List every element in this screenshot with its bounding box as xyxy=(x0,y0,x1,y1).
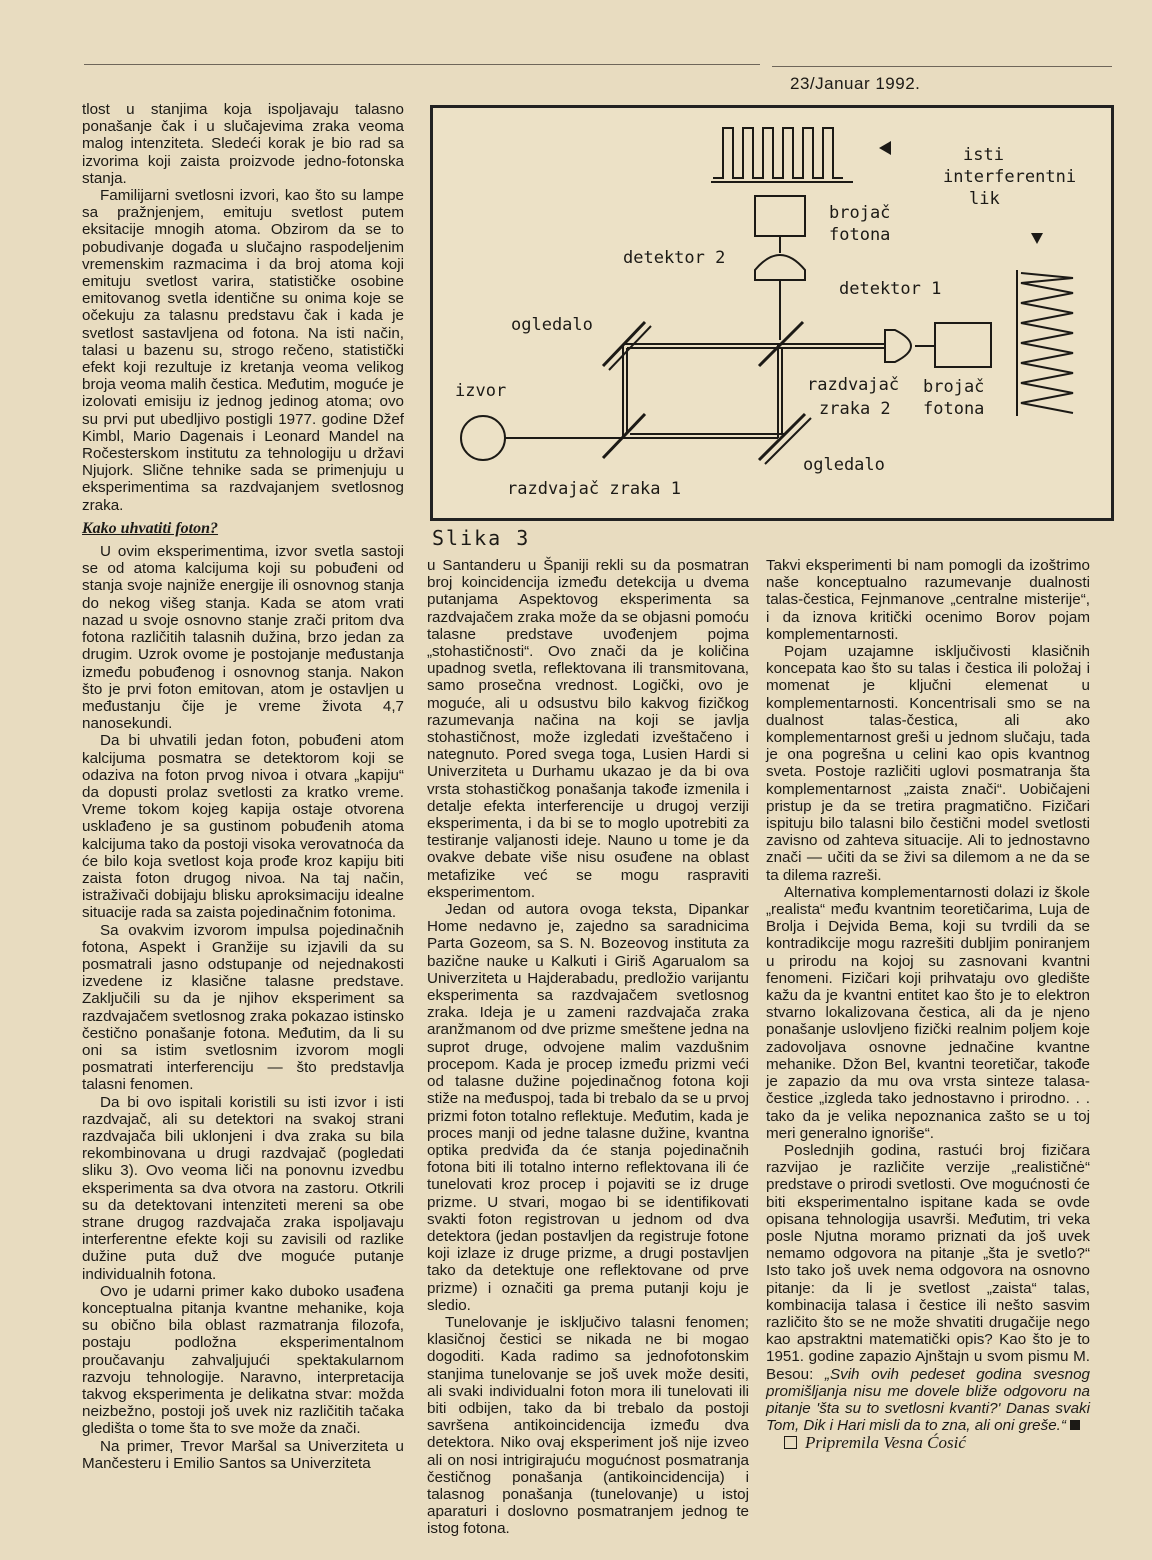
label-isti: isti xyxy=(963,145,1004,165)
label-source: izvor xyxy=(455,381,507,401)
col1-paragraph-6: Da bi ovo ispitali koristili su isti izvor i isti razdvajač, ali su detektori na svakoj strani razdvajača bili uklonjeni i dva zraka su bila rekombinovana u drugi razdvajač (pogledati sliku 3). Ovo veoma liči na ponovnu izvedbu eksperimenta sa dva otvora na zastoru. Otkrili su da detektovani intenziteti mereni sa obe strane drugog razdvajača zraka ispoljavaju interferentne efekte koji su zavisili od razlike dužine puta duž dve moguće putanje individualnih fotona. xyxy=(82,1093,404,1283)
detector-2 xyxy=(755,255,805,280)
col2-paragraph-1: u Santanderu u Španiji rekli su da posmatran broj koincidencija između detekcija u dvema putanjama Aspektovog eksperimenta sa razdvajačem zraka može da se objasni pomoću talasne predstave uvođenjem pojma „stohastičnosti“. Ovo znači da je količina upadnog svetla, reflektovana ili transmitovana, samo prosečna vrednost. Logički, ovo je moguće, ali u odsustvu bilo kakvog fizičkog razumevanja načina na koji se javlja stohastičnost, može izgledati izveštačeno i nategnuto. Pored svega toga, Lusien Hardi si Univerziteta u Durhamu ukazao je da bi ova vrsta stohastičkog ponašanja takođe izmenila i detalje efekta interferencije u drugoj verziji eksperimenta, i da bi se to moglo upotrebiti za testiranje valjanosti ideje. Nauno u tome je da ovakve debate više nisu osuđene na oblast metafizike već se mogu raspraviti eksperimentom. xyxy=(427,557,749,901)
arrow-down-icon xyxy=(1031,233,1043,244)
col1-paragraph-8: Na primer, Trevor Maršal sa Univerziteta u Mančesteru i Emilio Santos sa Univerziteta xyxy=(82,1437,404,1472)
end-mark-icon xyxy=(1070,1420,1080,1430)
label-splitter-1: razdvajač zraka 1 xyxy=(507,479,681,499)
figure-caption: Slika 3 xyxy=(432,526,531,550)
interference-wave-top xyxy=(713,128,843,178)
col1-paragraph-1: tlost u stanjima koja ispoljavaju talasno ponašanje čak i u slučajevima zraka veoma malog intenziteta. Sledeći korak je bio rad sa izvorima koji zaista proizvode jedno-fotonska stanja. xyxy=(82,101,404,187)
label-detector-1: detektor 1 xyxy=(839,279,942,299)
light-source xyxy=(461,416,505,460)
label-counter-top-1: brojač xyxy=(829,203,891,223)
section-heading: Kako uhvatiti foton? xyxy=(82,519,219,537)
photon-counter-top xyxy=(755,196,805,236)
page-date: 23/Januar 1992. xyxy=(790,74,921,93)
label-counter-top-2: fotona xyxy=(829,225,891,245)
col1-paragraph-2: Familijarni svetlosni izvori, kao što su lampe sa pražnjenjem, emituju svetlost putem eksitacije mnogih atoma. Obzirom da se to pobudivanje događa u slučajno raspodeljenim vremenskim razmacima i da broj atoma koji emituju svetlost varira, statističke osobine emitovanog svetla identične su onima koje se očekuju za talasnu predstavu čak i kada je svetlost sastavljena od fotona. Na isti način, talasi u bazenu su, strogo rečeno, statistički efekt koji rezultuje iz kretanja veoma velikog broja veoma malih čestica. Međutim, moguće je izolovati emisiju iz jednog jedinog atoma; ovo su prvi put ubedljivo postigli 1977. godine Džef Kimbl, Mario Dagenais i Leonard Mandel na Ročesterskom institutu za tehnologiju u državi Njujork. Slične tehnike sada se primenjuju u eksperimentima sa razdvajanjem svetlosnog zraka. xyxy=(82,187,404,514)
photon-counter-right xyxy=(935,323,991,367)
col2-paragraph-3: Tunelovanje je isključivo talasni fenomen; klasičnoj čestici se nikada ne bi mogao dogoditi. Kada radimo sa jednofotonskim stanjima tunelovanje se još uvek može desiti, ali svaki individualni foton mora ili tunelovati ili biti odbijen, tako da bi trebalo da postoji savršena antikoincidencija između dva detektora. Niko ovaj eksperiment još nije izveo ali on nosi intrigirajuću mogućnost posmatranja čestičnog ponašanja (antikoincidencija) i talasnog ponašanja (tunelovanje) u istoj aparaturi i doslovno posmatranjem jednog te istog fotona. xyxy=(427,1313,749,1538)
interferometer-diagram xyxy=(433,108,1105,512)
label-mirror-bottom: ogledalo xyxy=(803,455,885,475)
column-1 xyxy=(82,101,404,1472)
label-detector-2: detektor 2 xyxy=(623,248,726,268)
label-counter-right-1: brojač xyxy=(923,377,985,397)
col1-paragraph-7: Ovo je udarni primer kako duboko usađena konceptualna pitanja kvantne mehanike, koja su obično bila oblast razmatranja filozofa, postaju podložna eksperimentalnom proučavanju zahvaljujući spektakularnom razvoju tehnologije. Naravno, interpretacija takvog eksperimenta je delikatna stvar: možda neizbežno, postoji još uvek niz različitih tačaka gledišta o tome šta to sve može da znači. xyxy=(82,1282,404,1438)
col3-paragraph-3: Alternativa komplementarnosti dolazi iz škole „realista“ među kvantnim teoretičarima, Luja de Brolja i Dejvida Bema, koji su tvrdili da se kontradikcije mogu razrešiti dubljim poniranjem u prirodu na kojoj su zasnovani kvantni fenomeni. Fizičari koji prihvataju ovo gledište kažu da je kvantni entitet kao što je to elektron stvarno lokalizovana čestica, ali da je njeno ponašanje uslovljeno fizički realnim poljem koje zadovoljava osnovne jednačine kvantne mehanike. Džon Bel, kvantni teoretičar, takođe je zapazio da mu ova vrsta sinteze talasa-čestice „izgleda tako jednostavno i prirodno. . . tako da je velika nepoznanica zašto se u toj meri generalno ignoriše“. xyxy=(766,883,1090,1142)
col1-paragraph-4: Da bi uhvatili jedan foton, pobuđeni atom kalcijuma posmatra se detektorom koji se odaziva na foton prvog nivoa i otvara „kapiju“ da dopusti prolaz svetlosti za kratko vreme. Vreme tokom kojeg kapija ostaje otvorena usklađeno je sa gustinom pobuđenih atoma kalcijuma tako da postoji visoka verovatnoća da će bilo koja svetlost koja prođe kroz kapiju biti zaista foton drugog nivoa. Na taj način, istraživači dobijaju blisku aproksimaciju idealne situacije rada sa zaista pojedinačnim fotonima. xyxy=(82,732,404,922)
column-3 xyxy=(766,557,1090,1452)
header-rule-right xyxy=(772,66,1112,67)
einstein-quote: „Svih ovih pedeset godina svesnog promišljanja nisu me dovele bliže odgovoru na pitanje 'šta su to svetlosni kvanti?' Danas svaki Tom, Dik i Hari misli da to zna, ali oni greše.“ xyxy=(766,1365,1090,1435)
col2-paragraph-2: Jedan od autora ovoga teksta, Dipankar Home nedavno je, zajedno sa saradnicima Parta Gozeom, sa S. N. Bozeovog instituta za bazične nauke u Kalkuti i Giriš Agarualom sa Univerziteta u Hajderabadu, predložio varijantu eksperimenta sa razdvajačem svetlosnog zraka. Ideja je u zameni razdvajača zraka aranžmanom od dve prizme smeštene jedna na suprot druge, odvojene malim vazdušnim procepom. Kada je procep između prizmi veći od talasne dužine pojedinačnog fotona koji stiže na međuspoj, tada bi trebalo da se u prvoj prizmi foton totalno reflektuje. Međutim, kada je proces manji od jedne talasne dužine, kvantna optika predviđa da će stanja pojedinačnih fotona biti ili totalno interno reflektovana ili će tunelovati kroz procep i pojaviti se iz druge prizme. U stvari, mogao bi se identifikovati svakti foton registrovan u jednom od dva detektora (jedan postavljen da registruje fotone koji izlaze iz druge prizme, a drugi postavljen tako da detektuje one reflektovane od prve prizme) i označiti ga prema putanji koju je sledio. xyxy=(427,901,749,1314)
label-lik: lik xyxy=(969,189,1000,209)
arrow-left-icon xyxy=(879,141,891,155)
figure-interferometer xyxy=(430,105,1114,521)
label-interferentni: interferentni xyxy=(943,167,1077,187)
col3-paragraph-4-text: Poslednjih godina, rastući broj fizičara razvijao je različite verzije „realističnė“ predstave o prirodi svetlosti. Ove mogućnosti će biti eksperimentalno ispitane kada se ovde opisana tehnologija usavrši. Međutim, tri veka posle Njutna moramo priznati da još uvek nemamo odgovora na pitanje „šta je svetlo?“ Isto tako još uvek nema odgovora na osnovno pitanje: da li je svetlost „zaista“ talas, kombinacija talasa i čestice ili nešto sasvim različito što se ne može shvatiti drugačije nego kao apstraktni matematički opis? Kao što je to 1951. godine zapazio Ajnštajn u svom pismu M. Besou: xyxy=(766,1141,1090,1383)
col3-paragraph-1: Takvi eksperimenti bi nam pomogli da izoštrimo naše konceptualno razumevanje dualnosti talas-čestica, Fejnmanove „centralne misterije“, i da iznova kritički ocenimo Borov pojam komplementarnosti. xyxy=(766,557,1090,643)
square-bullet-icon xyxy=(784,1436,797,1449)
col3-paragraph-2: Pojam uzajamne isključivosti klasičnih koncepata kao što su talas i čestica ili položaj i momenat je ključni elemenat u komplementarnosti. Koncentrisali smo se na dualnost talas-čestica, ali ako komplementarnost greši u jednom slučaju, tada je ona pogrešna u celini kao opis kvantnog sveta. Postoje različiti uglovi posmatranja šta komplementarnost „zaista znači“. Uobičajeni pristup je da se tretira pragmatično. Fizičari ispituju bilo talasni bilo čestični model svetlosti zavisno od zahteva situacije. Ali to jednostavno znači — učiti da se živi sa dilemom a ne da se ta dilema razreši. xyxy=(766,643,1090,884)
byline-text: Pripremila Vesna Ćosić xyxy=(805,1433,966,1453)
label-splitter-2-line2: zraka 2 xyxy=(819,399,891,419)
column-2 xyxy=(427,557,749,1538)
byline xyxy=(766,1434,1090,1451)
col1-paragraph-3: U ovim eksperimentima, izvor svetla sastoji se od atoma kalcijuma koji su pobuđeni od stanja svoje najniže energije ili osnovnog stanja do nekog višeg stanja. Kada se atom vrati nazad u svoje osnovno stanje zrači pritom dva fotona različitih talasnih dužina, brzo jedan za drugim. Uzrok ovome je postojanje međustanja između pobuđenog i osnovnog stanja. Nakon što je prvi foton emitovan, atom je ostavljen u međustanju čije je vreme života 4,7 nanosekundi. xyxy=(82,543,404,733)
detector-1 xyxy=(885,330,911,362)
col3-paragraph-4 xyxy=(766,1142,1090,1434)
label-mirror-top: ogledalo xyxy=(511,315,593,335)
label-counter-right-2: fotona xyxy=(923,399,985,419)
interference-wave-right xyxy=(1021,273,1073,413)
col1-paragraph-5: Sa ovakvim izvorom impulsa pojedinačnih fotona, Aspekt i Granžije su izjavili da su posmatrali jasno odstupanje od nejednakosti izvedene iz klasične talasne predstave. Zaključili su da je njihov eksperiment sa razdvajačem svetlosnog zraka pokazao istinsko čestično ponašanje fotona. Međutim, da li su oni sa istim svetlosnim izvorom mogli posmatrati interferenciju — što predstavlja talasni fenomen. xyxy=(82,921,404,1094)
label-splitter-2-line1: razdvajač xyxy=(807,375,900,395)
header-rule-left xyxy=(84,64,760,65)
